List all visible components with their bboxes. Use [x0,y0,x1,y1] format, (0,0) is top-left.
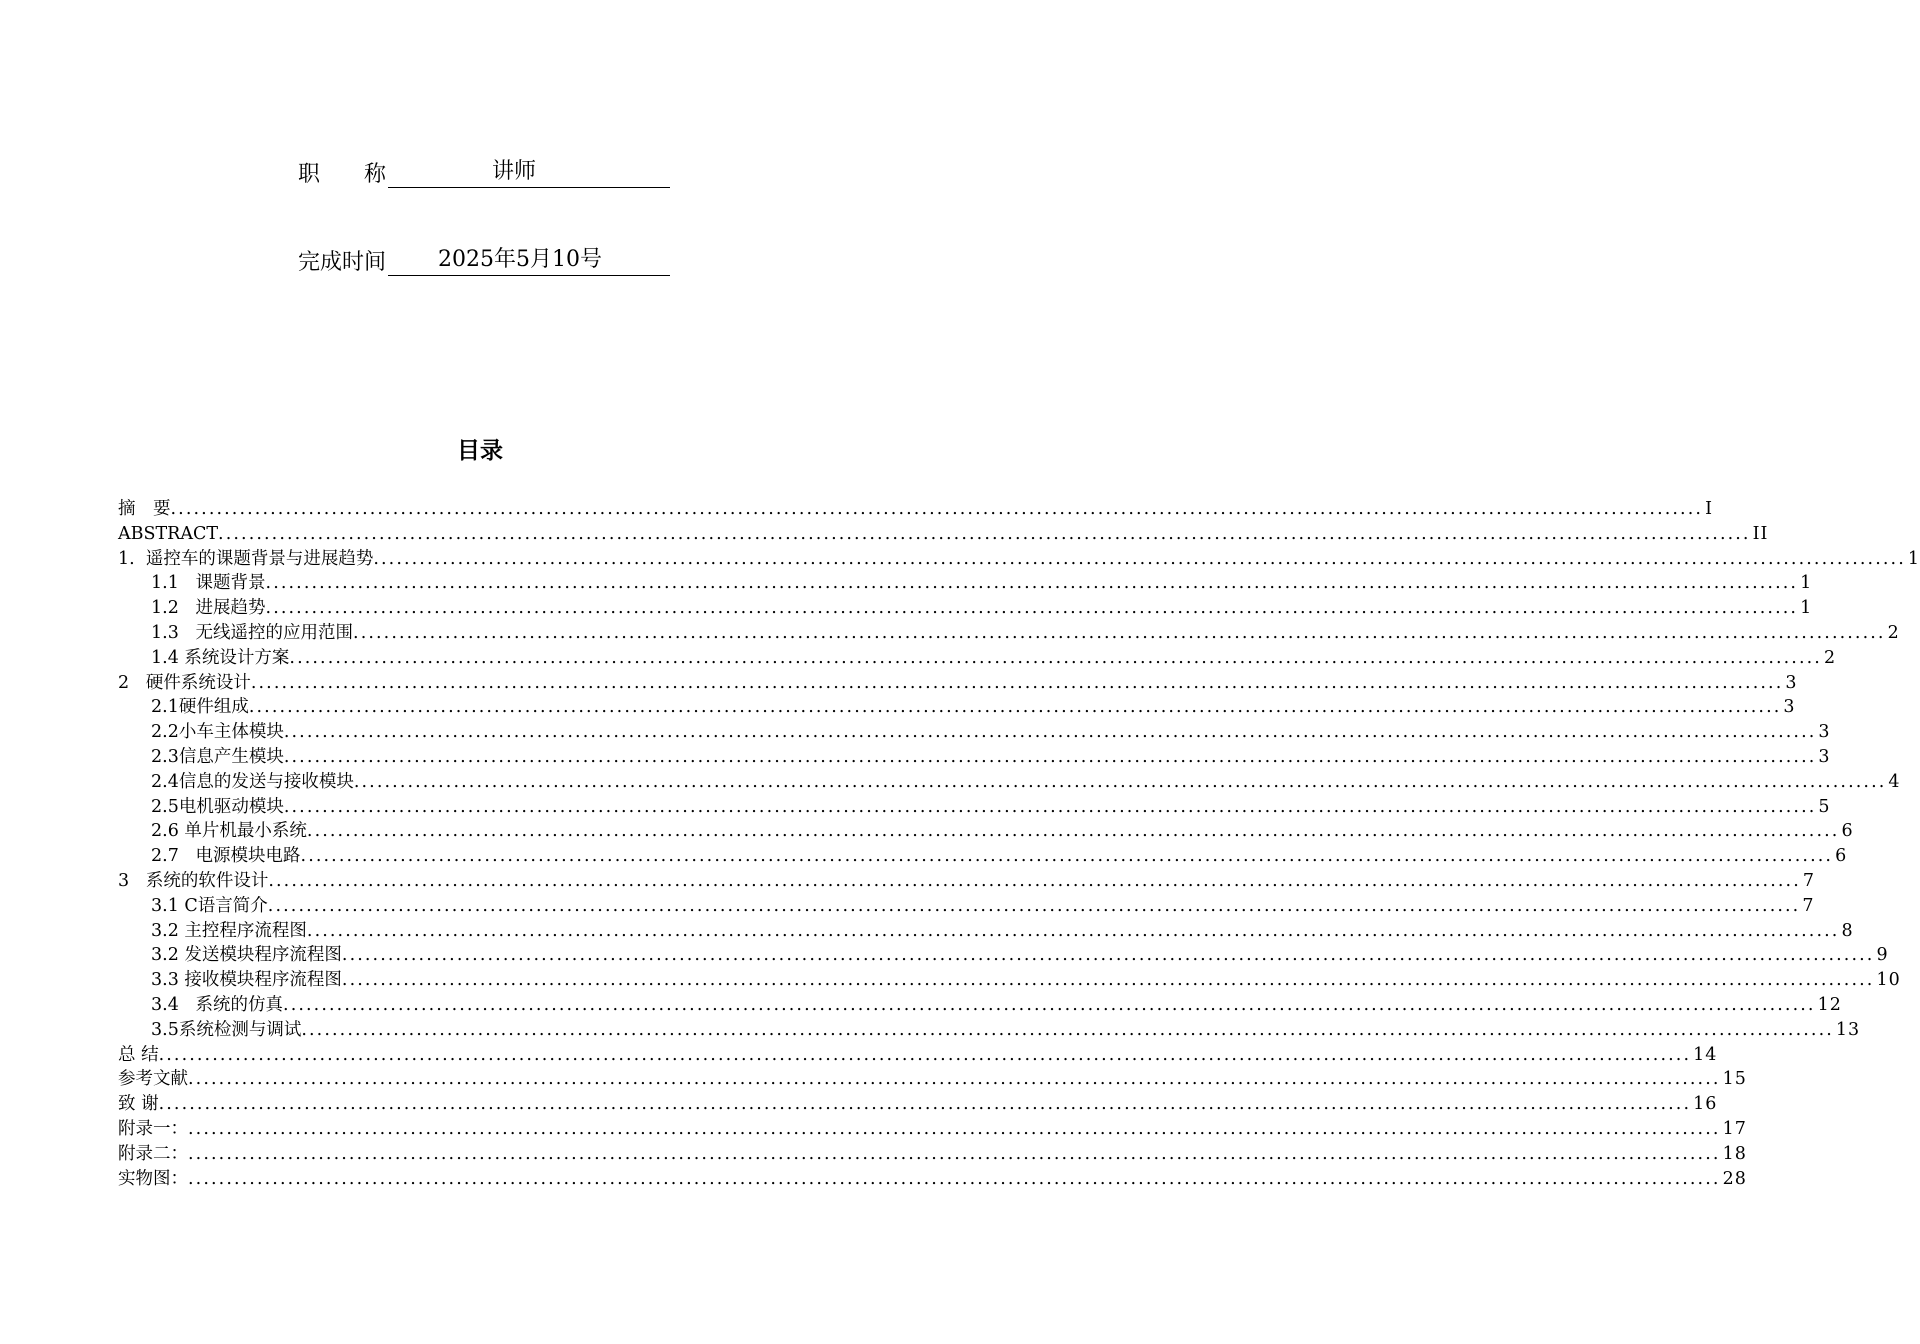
toc-entry-title: 2.2小车主体模块 [151,722,284,743]
toc-dot-leader: ........................................................................................................................................................................................................ [158,1094,1692,1115]
toc-entry-title: 附录二： [118,1143,188,1164]
toc-entry-page: 7 [1802,895,1815,916]
toc-entry-page: 1 [1800,573,1813,594]
toc-entry-title: 1.4 系统设计方案 [151,647,290,668]
toc-entry-page: 28 [1722,1168,1747,1189]
toc-entry[interactable] [118,621,1900,646]
toc-heading: 目录 [457,438,503,464]
toc-entry-title: 3.4 系统的仿真 [151,994,284,1015]
toc-dot-leader: ........................................................................................................................................................................................................ [188,1143,1721,1164]
toc-entry-page: 14 [1693,1044,1718,1065]
toc-dot-leader: ........................................................................................................................................................................................................ [218,523,1751,544]
toc-entry-page: 3 [1818,746,1831,767]
toc-entry[interactable] [118,993,1842,1018]
toc-entry[interactable] [118,671,1798,696]
toc-entry-title: 致 谢 [118,1094,159,1115]
toc-entry-page: 2 [1823,647,1837,668]
toc-dot-leader: ........................................................................................................................................................................................................ [267,895,1801,916]
toc-entry-title: 3.3 接收模块程序流程图 [151,970,342,991]
toc-entry[interactable] [118,1117,1747,1142]
toc-dot-leader: ........................................................................................................................................................................................................ [158,1044,1692,1065]
toc-entry-page: 6 [1841,821,1854,842]
toc-entry-page: 16 [1693,1094,1718,1115]
toc-dot-leader: ........................................................................................................................................................................................................ [306,920,1840,941]
toc-entry-page: 7 [1802,870,1816,891]
toc-entry-title: 3.1 C语言简介 [151,895,268,916]
toc-entry[interactable] [118,943,1889,968]
toc-entry[interactable] [118,1067,1747,1092]
toc-entry-title: 1.2 进展趋势 [151,598,266,619]
toc-entry[interactable] [118,819,1854,844]
date-field-value: 2025年5月10号 [438,247,602,272]
toc-entry-page: 4 [1888,771,1901,792]
toc-dot-leader: ........................................................................................................................................................................................................ [373,548,1906,569]
toc-dot-leader: ........................................................................................................................................................................................................ [283,994,1816,1015]
toc-dot-leader: ........................................................................................................................................................................................................ [341,970,1875,991]
toc-entry[interactable] [118,1043,1718,1068]
toc-entry[interactable] [118,522,1769,547]
toc-entry-title: 1. 遥控车的课题背景与进展趋势 [118,548,374,569]
toc-entry-page: 12 [1817,994,1842,1015]
toc-entry-title: 2.1硬件组成 [151,697,249,718]
toc-dot-leader: ........................................................................................................................................................................................................ [306,821,1840,842]
toc-dot-leader: ........................................................................................................................................................................................................ [265,598,1799,619]
title-field-label: 职 称 [298,162,387,187]
toc-entry-title: 总 结 [118,1044,159,1065]
toc-dot-leader: ........................................................................................................................................................................................................ [353,771,1887,792]
toc-entry[interactable] [118,497,1713,522]
toc-entry[interactable] [118,571,1813,596]
toc-entry[interactable] [118,968,1901,993]
toc-entry-title: 3.2 发送模块程序流程图 [151,945,342,966]
toc-entry[interactable] [118,795,1831,820]
toc-entry[interactable] [118,919,1854,944]
toc-entry[interactable] [118,1018,1861,1043]
toc-entry-title: 2.7 电源模块电路 [151,846,301,867]
toc-entry-page: 15 [1722,1069,1747,1090]
toc-entry-page: 6 [1835,846,1848,867]
toc-dot-leader: ........................................................................................................................................................................................................ [188,1118,1721,1139]
toc-entry[interactable] [118,695,1796,720]
toc-entry-title: 2.5电机驱动模块 [151,796,284,817]
toc-entry-page: 8 [1841,920,1854,941]
toc-entry-page: I [1705,499,1713,519]
toc-dot-leader: ........................................................................................................................................................................................................ [289,647,1822,668]
toc-entry-page: 3 [1818,722,1831,743]
toc-entry-title: 3.2 主控程序流程图 [151,920,307,941]
date-field [298,244,670,276]
toc-dot-leader: ........................................................................................................................................................................................................ [283,796,1817,817]
toc-dot-leader: ........................................................................................................................................................................................................ [300,846,1834,867]
toc-entry[interactable] [118,844,1848,869]
toc-entry-title: 1.1 课题背景 [151,573,266,594]
toc-entry[interactable] [118,720,1831,745]
toc-entry[interactable] [118,646,1837,671]
toc-entry-page: 1 [1800,598,1813,619]
toc-entry-title: 2 硬件系统设计 [118,672,251,693]
toc-entry-page: 13 [1835,1019,1861,1040]
toc-entry[interactable] [118,869,1816,894]
toc-entry-title: 3.5系统检测与调试 [151,1019,302,1040]
toc-dot-leader: ........................................................................................................................................................................................................ [188,1069,1721,1090]
toc-entry[interactable] [118,1092,1718,1117]
toc-entry[interactable] [118,1142,1747,1167]
toc-dot-leader: ........................................................................................................................................................................................................ [250,672,1784,693]
toc-entry-title: 3 系统的软件设计 [118,870,269,891]
toc-dot-leader: ........................................................................................................................................................................................................ [265,573,1799,594]
toc-dot-leader: ........................................................................................................................................................................................................ [188,1168,1721,1189]
toc-dot-leader: ........................................................................................................................................................................................................ [341,945,1875,966]
toc-entry[interactable] [118,745,1831,770]
toc-entry-page: 18 [1722,1143,1747,1164]
toc-entry-title: 1.3 无线遥控的应用范围 [151,622,354,643]
toc-dot-leader: ........................................................................................................................................................................................................ [353,622,1886,643]
toc-entry[interactable] [118,894,1815,919]
toc-dot-leader: ........................................................................................................................................................................................................ [301,1019,1834,1040]
toc-entry-page: 17 [1722,1118,1747,1139]
toc-entry-page: 3 [1783,697,1796,718]
toc-entry-page: 1 [1907,548,1920,569]
toc-entry-title: 附录一： [118,1118,188,1139]
toc-dot-leader: ........................................................................................................................................................................................................ [283,746,1817,767]
toc-dot-leader: ........................................................................................................................................................................................................ [248,697,1782,718]
title-field-value: 讲师 [492,159,537,184]
toc-entry-title: ABSTRACT [118,523,219,544]
toc-entry-title: 摘 要 [118,499,171,519]
toc-entry[interactable] [118,770,1901,795]
toc-entry-page: 9 [1876,945,1889,966]
toc-entry-page: II [1752,523,1769,544]
toc-dot-leader: ........................................................................................................................................................................................................ [283,722,1817,743]
toc-entry-page: 3 [1785,672,1798,693]
toc-entry-page: 2 [1887,622,1900,643]
toc-entry-title: 2.3信息产生模块 [151,746,284,767]
table-of-contents [118,497,1920,1191]
toc-dot-leader: ........................................................................................................................................................................................................ [170,499,1704,519]
toc-entry-title: 2.4信息的发送与接收模块 [151,771,354,792]
title-field-underline [388,158,670,188]
toc-entry-page: 10 [1876,970,1901,991]
toc-entry[interactable] [118,1167,1747,1192]
toc-dot-leader: ........................................................................................................................................................................................................ [268,870,1801,891]
toc-entry-title: 2.6 单片机最小系统 [151,821,307,842]
toc-entry[interactable] [118,547,1920,572]
toc-entry-page: 5 [1818,796,1831,817]
date-field-underline [388,246,670,276]
date-field-label: 完成时间 [298,250,387,275]
toc-entry-title: 实物图： [118,1168,188,1189]
toc-entry-title: 参考文献 [118,1069,188,1090]
title-field [298,156,670,188]
toc-entry[interactable] [118,596,1813,621]
